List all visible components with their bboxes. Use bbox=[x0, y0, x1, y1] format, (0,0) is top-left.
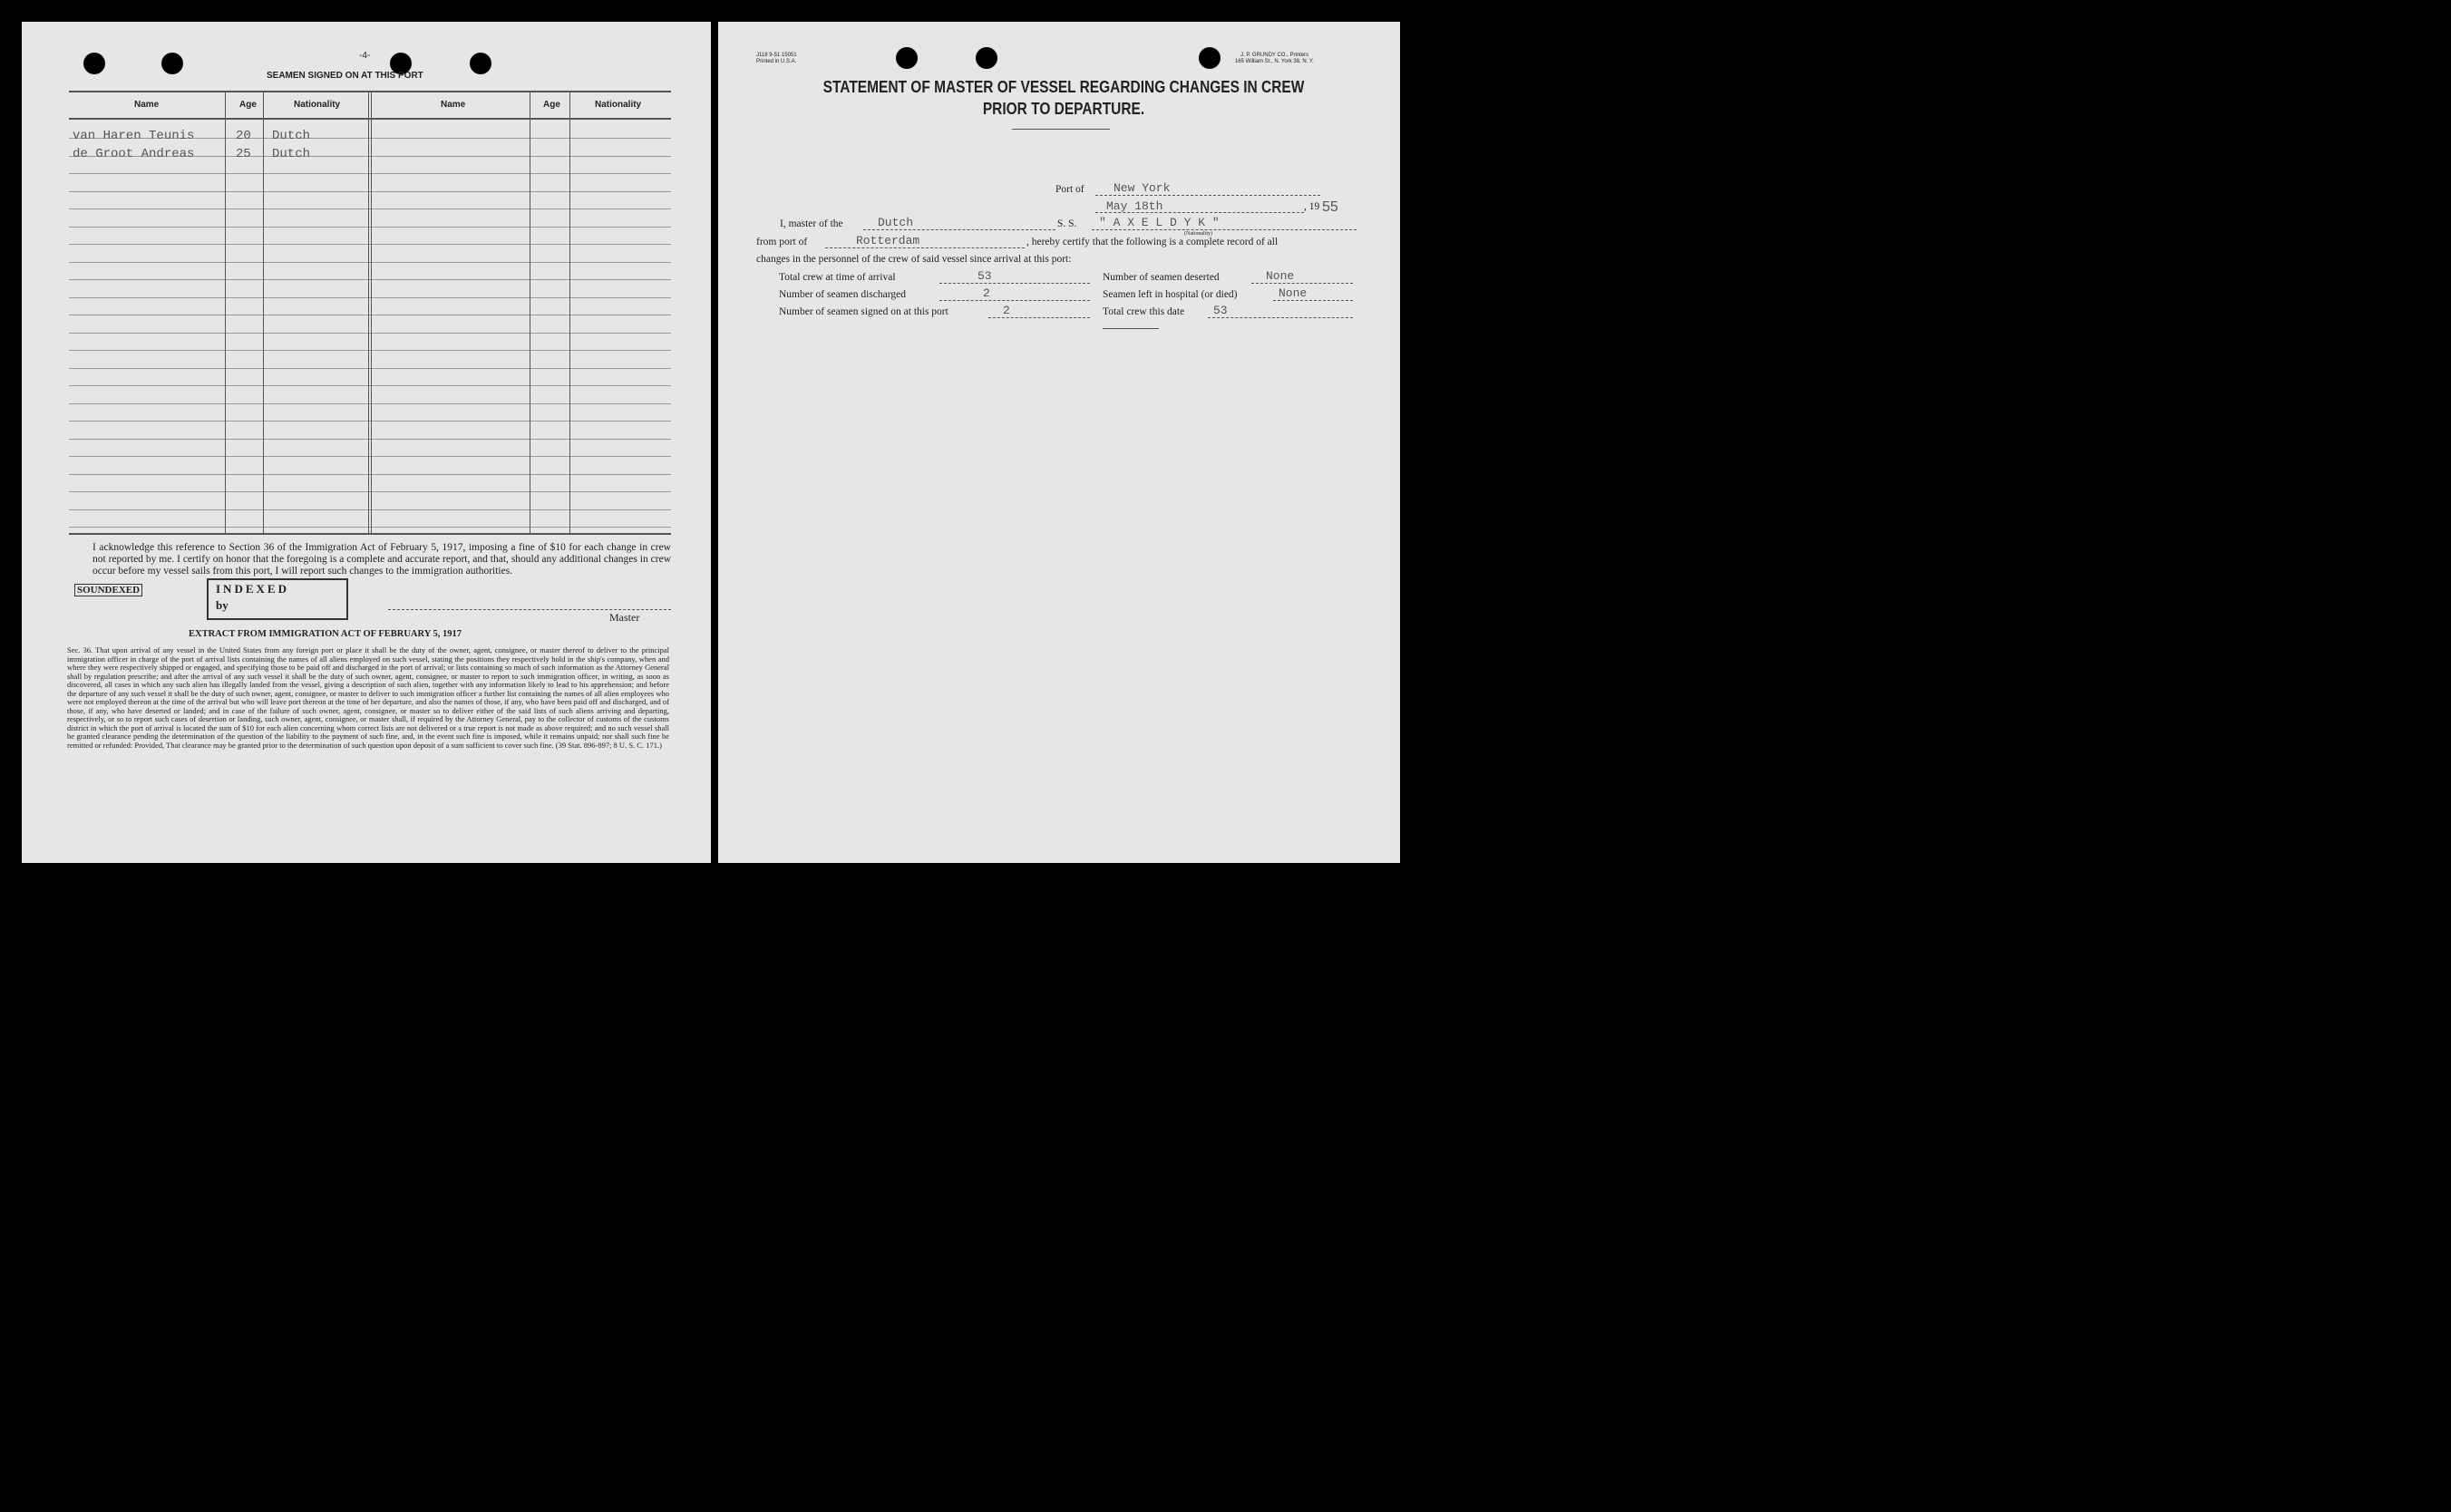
table-row-rule bbox=[69, 191, 671, 192]
ship-line bbox=[1092, 229, 1357, 230]
extract-title: EXTRACT FROM IMMIGRATION ACT OF FEBRUARY 5, 1917 bbox=[189, 629, 462, 639]
year-value: 55 bbox=[1322, 199, 1338, 215]
signed-on-line bbox=[988, 317, 1090, 318]
col-header-nationality: Nationality bbox=[294, 100, 341, 110]
punch-hole bbox=[161, 53, 183, 74]
total-crew-date-line bbox=[1208, 317, 1353, 318]
hospital-value: None bbox=[1279, 286, 1308, 300]
nationality-note: (Nationality) bbox=[1184, 231, 1212, 237]
printer-line-1: J. P. GRUNDY CO., Printers bbox=[1240, 53, 1309, 58]
table-row-rule bbox=[69, 350, 671, 351]
seaman-nationality: Dutch bbox=[272, 147, 311, 161]
deserted-label: Number of seamen deserted bbox=[1103, 272, 1220, 283]
total-crew-arrival-value: 53 bbox=[977, 269, 992, 283]
punch-hole bbox=[470, 53, 491, 74]
table-row-rule bbox=[69, 244, 671, 245]
column-divider bbox=[225, 91, 226, 533]
table-row-rule bbox=[69, 509, 671, 510]
certify-text: , hereby certify that the following is a complete record of all bbox=[1026, 237, 1279, 247]
port-label: Port of bbox=[1055, 184, 1084, 195]
form-title-line-1: STATEMENT OF MASTER OF VESSEL REGARDING CHANGES IN CREW bbox=[822, 78, 1305, 96]
discharged-value: 2 bbox=[983, 286, 990, 300]
extract-text: Sec. 36. That upon arrival of any vessel in the United States from any foreign port or place it shall be the duty of the owner, agent, consignee, or master thereof to deliver to the principal immigration officer in charge of the port of arrival lists containing the names of all aliens employed on such vessel, stating the positions they respectively hold in the ship's company, when and where they were respectively shipped or engaged, and specifying those to be paid off and discharged in the port of arrival; or lists containing so much of such information as the Attorney General shall by regulation prescribe; and after the arrival of any such vessel it shall be the duty of such owner, agent, consignee, or master to report to such immigration officer, in writing, as soon as discovered, all cases in which any such alien has illegally landed from the vessel, giving a description of such alien, together with any information likely to lead to his apprehension; and before the departure of any such vessel it shall be the duty of such owner, agent, consignee, or master to deliver to such immigration officer a further list containing the names of all alien employees who were not employed thereon at the time of the arrival but who will leave port thereon at the time of her departure, and also the names of those, if any, who have been paid off and discharged, and of those, if any, who have deserted or landed; and in case of the failure of such owner, agent, consignee, or master so to deliver either of the said lists of such aliens arriving and departing, respectively, or so to report such cases of desertion or landing, such owner, agent, consignee, or master shall, if required by the Attorney General, pay to the collector of customs of the customs district in which the port of arrival is located the sum of $10 for each alien concerning whom correct lists are not delivered or a true report is not made as above required; and no such vessel shall be granted clearance pending the determination of the question of the liability to the payment of such fine, and, in the event such fine is imposed, while it remains unpaid; nor shall such fine be remitted or refunded: Provided, That clearance may be granted prior to the determination of such question upon deposit of a sum sufficient to cover such fine. (39 Stat. 896-897; 8 U. S. C. 171.) bbox=[67, 645, 669, 750]
column-divider bbox=[569, 91, 570, 533]
discharged-label: Number of seamen discharged bbox=[779, 289, 906, 300]
from-port-label: from port of bbox=[756, 237, 808, 247]
table-bottom-rule bbox=[69, 533, 671, 535]
table-row-rule bbox=[69, 403, 671, 404]
deserted-value: None bbox=[1266, 269, 1295, 283]
table-row-rule bbox=[69, 279, 671, 280]
table-rule bbox=[69, 91, 671, 92]
seaman-age: 20 bbox=[236, 129, 251, 143]
from-port-value: Rotterdam bbox=[856, 234, 920, 247]
soundexed-stamp: SOUNDEXED bbox=[74, 584, 142, 596]
col-header-age: Age bbox=[239, 100, 257, 110]
title-rule bbox=[1012, 129, 1110, 130]
table-row-rule bbox=[69, 227, 671, 228]
table-row-rule bbox=[69, 173, 671, 174]
punch-hole bbox=[83, 53, 105, 74]
table-row-rule bbox=[69, 474, 671, 475]
hospital-line bbox=[1273, 300, 1353, 301]
year-prefix: , 19 bbox=[1304, 201, 1320, 212]
ss-label: S. S. bbox=[1057, 218, 1077, 229]
port-line bbox=[1095, 195, 1320, 196]
table-row-rule bbox=[69, 456, 671, 457]
form-title-line-2: PRIOR TO DEPARTURE. bbox=[982, 100, 1145, 118]
hospital-label: Seamen left in hospital (or died) bbox=[1103, 289, 1238, 300]
table-row-rule bbox=[69, 491, 671, 492]
table-row-rule bbox=[69, 439, 671, 440]
table-row-rule bbox=[69, 527, 671, 528]
indexed-stamp bbox=[207, 578, 348, 620]
punch-hole bbox=[1199, 47, 1221, 69]
nationality-value: Dutch bbox=[878, 216, 914, 229]
discharged-line bbox=[939, 300, 1090, 301]
master-of-the-label: I, master of the bbox=[780, 218, 843, 229]
stamp-indexed-text: INDEXED bbox=[216, 582, 289, 596]
total-crew-date-label: Total crew this date bbox=[1103, 306, 1185, 317]
column-divider bbox=[263, 91, 264, 533]
ship-name-value: " A X E L D Y K " bbox=[1099, 216, 1220, 229]
printed-in-usa: Printed in U.S.A. bbox=[756, 59, 797, 64]
right-page bbox=[718, 22, 1400, 863]
seaman-age: 25 bbox=[236, 147, 251, 161]
stamp-by-text: by bbox=[216, 598, 229, 612]
acknowledgement-text: I acknowledge this reference to Section 36 of the Immigration Act of February 5, 1917, imposing a fine of $10 for each change in crew not reported by me. I certify on honor that the foregoing is a complete and accurate report, and that, should any additional changes in crew occur before my vessel sails from this port, I will report such changes to the immigration authorities. bbox=[92, 542, 671, 577]
printer-line-2: 165 William St., N. York 38, N. Y. bbox=[1235, 59, 1314, 64]
changes-text: changes in the personnel of the crew of said vessel since arrival at this port: bbox=[756, 254, 1072, 265]
seaman-nationality: Dutch bbox=[272, 129, 311, 143]
master-label: Master bbox=[609, 611, 640, 624]
col-header-name-2: Name bbox=[441, 100, 466, 110]
column-divider bbox=[368, 91, 369, 533]
signed-on-value: 2 bbox=[1003, 304, 1010, 317]
form-number: J118 9-51 15051 bbox=[756, 53, 797, 58]
from-port-line bbox=[825, 247, 1025, 248]
col-header-age-2: Age bbox=[543, 100, 560, 110]
table-row-rule bbox=[69, 421, 671, 422]
col-header-nationality-2: Nationality bbox=[595, 100, 642, 110]
signed-on-label: Number of seamen signed on at this port bbox=[779, 306, 948, 317]
col-header-name: Name bbox=[134, 100, 160, 110]
page-number: -4- bbox=[359, 51, 371, 61]
table-row-rule bbox=[69, 333, 671, 334]
punch-hole bbox=[976, 47, 997, 69]
seaman-name: de Groot Andreas bbox=[73, 147, 195, 161]
total-crew-arrival-label: Total crew at time of arrival bbox=[779, 272, 896, 283]
table-row-rule bbox=[69, 368, 671, 369]
table-row-rule bbox=[69, 262, 671, 263]
page-heading: SEAMEN SIGNED ON AT THIS PORT bbox=[267, 71, 423, 81]
date-value: May 18th bbox=[1106, 199, 1163, 213]
seaman-name: van Haren Teunis bbox=[73, 129, 195, 143]
deserted-line bbox=[1251, 283, 1353, 284]
punch-hole bbox=[896, 47, 918, 69]
document-scan bbox=[0, 0, 1422, 877]
nationality-line bbox=[863, 229, 1055, 230]
left-page bbox=[22, 22, 711, 863]
table-row-rule bbox=[69, 385, 671, 386]
header-rule bbox=[69, 118, 671, 120]
total-crew-arrival-line bbox=[939, 283, 1090, 284]
table-row-rule bbox=[69, 297, 671, 298]
master-signature-line bbox=[388, 609, 671, 610]
column-divider bbox=[371, 91, 372, 533]
table-row-rule bbox=[69, 208, 671, 209]
total-crew-date-value: 53 bbox=[1213, 304, 1228, 317]
crew-block-rule bbox=[1103, 328, 1159, 329]
port-value: New York bbox=[1114, 181, 1171, 195]
